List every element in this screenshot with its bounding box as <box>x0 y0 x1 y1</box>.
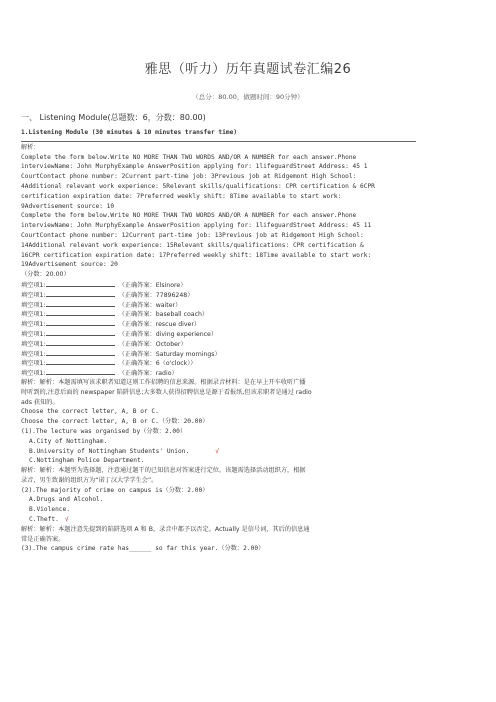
sub-question-stem: (1).The lecture was organised by（分数：2.00） <box>21 427 187 435</box>
answer-blank[interactable] <box>46 300 115 307</box>
form-instruction-line: 4Additional relevant work experience: 5Relevant skills/qualifications: CPR certification & 6CPR <box>21 182 375 190</box>
form-instruction-line: certification expiration date: 7Preferred weekly shift: 8Time available to start work: <box>21 192 342 200</box>
option-b-text: B.University of Nottingham Students' Union. <box>29 447 190 455</box>
form-instruction-line: CourtContact phone number: 2Current part-time job: 3Previous job at Ridgemont High School: <box>21 173 357 181</box>
fill-label: 填空项1: <box>21 321 46 329</box>
correct-answer: （正确答案：77896248） <box>118 291 194 299</box>
explanation-line: 常是正确答案。 <box>21 535 65 543</box>
form-instruction-line: 9Advertisement source: 10 <box>21 202 115 210</box>
fill-label: 填空项1: <box>21 291 46 299</box>
fill-label: 填空项1: <box>21 360 46 368</box>
correct-answer: （正确答案：Elsinore） <box>118 281 187 289</box>
question-2-intro: Choose the correct letter, A, B or C.（分数：20.00） <box>21 418 209 426</box>
answer-row <box>21 329 481 339</box>
correct-answer: （正确答案：October） <box>118 340 187 348</box>
sub-question-stem: (2).The majority of crime on campus is（分数：2.00） <box>21 486 209 494</box>
correct-answer: （正确答案：radio） <box>118 370 178 378</box>
answer-blank[interactable] <box>46 290 115 297</box>
correct-answer: （正确答案：diving experience） <box>118 330 218 338</box>
correct-check-mark: √ <box>215 447 219 455</box>
form-instruction-line: 14Additional relevant work experience: 15Relevant skills/qualifications: CPR certification & <box>21 241 364 249</box>
answer-row <box>21 358 481 368</box>
form-instruction-line: interviewName: John MurphyExample AnswerPosition applying for: 1lifeguardStreet Address: 45 11 <box>21 222 372 230</box>
fill-label: 填空项1: <box>21 281 46 289</box>
page-title: 雅思（听力）历年真题试卷汇编26 <box>144 62 352 77</box>
answer-blank[interactable] <box>46 358 115 365</box>
answer-row <box>21 368 481 378</box>
section-heading: 一、 Listening Module(总题数：6，分数：80.00) <box>21 113 206 122</box>
answer-blank[interactable] <box>46 349 115 356</box>
option-c[interactable] <box>21 515 481 525</box>
fill-label: 填空项1: <box>21 340 46 348</box>
analysis-label: 解析： <box>21 143 40 151</box>
divider <box>21 141 416 142</box>
fill-label: 填空项1: <box>21 330 46 338</box>
page-subtitle: （总分：80.00，做题时间：90分钟） <box>192 93 304 101</box>
score-label: （分数：20.00） <box>21 271 70 279</box>
correct-check-mark: √ <box>64 516 69 524</box>
answer-blank[interactable] <box>46 309 115 316</box>
form-instruction-line: Complete the form below.Write NO MORE THAN TWO WORDS AND/OR A NUMBER for each answer.Phone <box>21 212 357 220</box>
option-a[interactable]: A.Drugs and Alcohol. <box>29 496 104 504</box>
explanation-line: 时听到的,注意后面的 newspaper 陷阱信息;大多数人获得招聘信息是源于看报纸,但该求职者是通过 radio <box>21 388 312 396</box>
correct-answer: （正确答案：6（o'clock）） <box>118 360 197 368</box>
question-2-intro: Choose the correct letter, A, B or C. <box>21 408 159 416</box>
answer-row <box>21 290 481 300</box>
explanation-line: ads 获知的。 <box>21 398 59 406</box>
form-instruction-line: Complete the form below.Write NO MORE THAN TWO WORDS AND/OR A NUMBER for each answer.Phone <box>21 153 357 161</box>
correct-answer: （正确答案：Saturday mornings） <box>118 350 221 358</box>
answer-row <box>21 349 481 359</box>
question-1-heading: 1.Listening Module (30 minutes & 10 minutes transfer time) <box>21 129 238 136</box>
answer-blank[interactable] <box>46 329 115 336</box>
answer-blank[interactable] <box>46 319 115 326</box>
answer-row <box>21 300 481 310</box>
explanation-line: 解析：解析：本题型为选择题，注意通过题干的已知信息对答案进行定位。该题需选择活动组织方，根据 <box>21 467 306 475</box>
correct-answer: （正确答案：baseball coach） <box>118 311 209 319</box>
fill-label: 填空项1: <box>21 301 46 309</box>
answer-blank[interactable] <box>46 280 115 287</box>
form-instruction-line: CourtContact phone number: 12Current part-time job: 13Previous job at Ridgemont High School: <box>21 231 364 239</box>
answer-blank[interactable] <box>46 368 115 375</box>
correct-answer: （正确答案：rescue diver） <box>118 321 201 329</box>
answer-blank[interactable] <box>46 339 115 346</box>
fill-label: 填空项1: <box>21 311 46 319</box>
explanation-line: 解析：解析：本题注意先提到的陷阱选项 A 和 B，录音中都予以否定。Actually 是信号词，其后的信息通 <box>21 525 310 533</box>
fill-label: 填空项1: <box>21 370 46 378</box>
answer-row <box>21 280 481 290</box>
option-a[interactable]: A.City of Nottingham. <box>29 437 108 445</box>
option-b[interactable]: B.Violence. <box>29 506 70 514</box>
answer-row <box>21 319 481 329</box>
answer-row <box>21 309 481 319</box>
explanation-line: 解析：解析：本题需填写该求职者知道这则工作招聘的信息来源。根据录音材料：是在早上开车收听广播 <box>21 378 306 386</box>
explanation-line: 录音，男生致谢的组织方为“诺丁汉大学学生会”。 <box>21 476 158 484</box>
form-instruction-line: interviewName: John MurphyExample AnswerPosition applying for: 1lifeguardStreet Address: 45 1 <box>21 163 368 171</box>
option-c[interactable]: C.Nottingham Police Department. <box>29 457 145 465</box>
option-c-text: C.Theft. <box>29 516 59 524</box>
sub-question-stem: (3).The campus crime rate has______ so far this year.（分数：2.00） <box>21 545 265 553</box>
fill-label: 填空项1: <box>21 350 46 358</box>
question-body <box>21 128 481 554</box>
option-b[interactable] <box>21 447 481 457</box>
answer-row <box>21 339 481 349</box>
form-instruction-line: 19Advertisement source: 20 <box>21 261 118 269</box>
form-instruction-line: 16CPR certification expiration date: 17Preferred weekly shift: 18Time available to start work: <box>21 251 372 259</box>
correct-answer: （正确答案：waiter） <box>118 301 182 309</box>
